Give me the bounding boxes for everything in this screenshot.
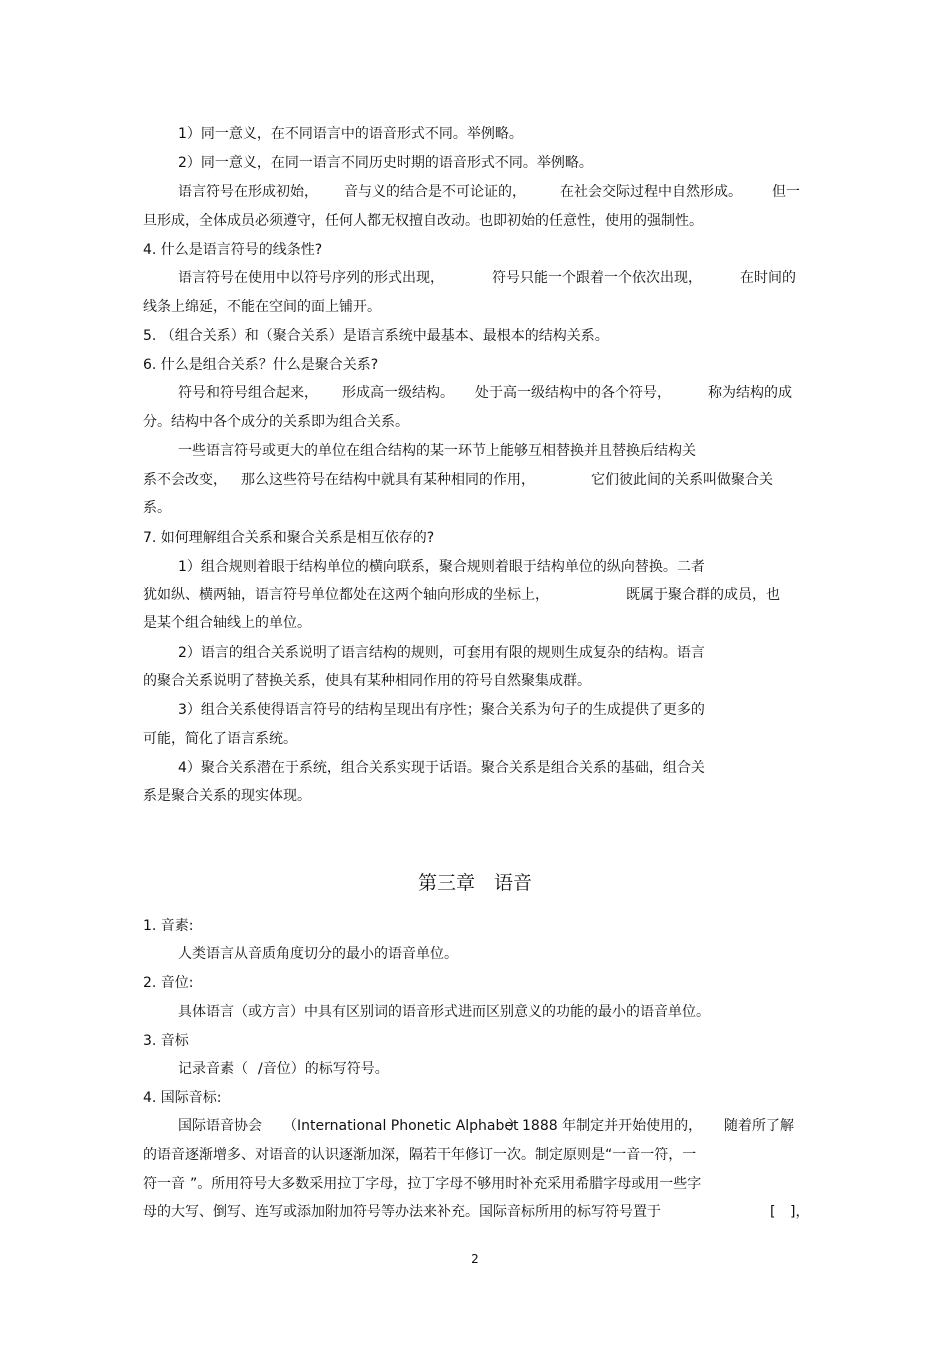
text-run: 记录音素（	[178, 1061, 248, 1077]
text-line	[0, 497, 950, 519]
text-run: 7. 如何理解组合关系和聚合关系是相互依存的?	[143, 530, 435, 546]
text-line	[0, 152, 950, 174]
text-line	[0, 670, 950, 692]
text-line	[0, 411, 950, 433]
text-run: 3）组合关系使得语言符号的结构呈现出有序性；聚合关系为句子的生成提供了更多的	[178, 702, 705, 718]
text-run: 线条上绵延，不能在空间的面上铺开。	[143, 299, 381, 315]
text-run: 犹如纵、横两轴，语言符号单位都处在这两个轴向形成的坐标上，	[143, 587, 549, 603]
text-line	[0, 325, 950, 347]
text-run: 系不会改变，	[143, 472, 227, 488]
text-line	[0, 915, 950, 937]
text-run: 母的大写、倒写、连写或添加附加符号等办法来补充。国际音标所用的标写符号置于	[143, 1204, 661, 1220]
text-run: 国际语音协会	[178, 1118, 262, 1134]
text-run: ）1888 年制定并开始使用的，	[508, 1118, 703, 1134]
text-run: 随着所了解	[724, 1118, 794, 1134]
text-run: 符号和符号组合起来，	[178, 385, 318, 401]
text-run: 在社会交际过程中自然形成。	[560, 184, 742, 200]
text-run: 既属于聚合群的成员，也	[626, 587, 780, 603]
text-line	[0, 943, 950, 965]
text-line	[0, 1030, 950, 1052]
text-run: 系是聚合关系的现实体现。	[143, 788, 311, 804]
text-run: 是某个组合轴线上的单位。	[143, 615, 311, 631]
text-run: 一些语言符号或更大的单位在组合结构的某一环节上能够互相替换并且替换后结构关	[178, 443, 696, 459]
text-line	[0, 267, 950, 289]
text-line	[0, 296, 950, 318]
text-run: ”。所用符号大多数采用拉丁字母，拉丁字母不够用时补充采用希腊字母或用一些字	[190, 1176, 702, 1192]
text-line	[0, 612, 950, 634]
text-run: /音位）的标写符号。	[258, 1061, 389, 1077]
text-line	[0, 181, 950, 203]
text-line	[0, 1001, 950, 1023]
text-run: 2. 音位:	[143, 975, 194, 991]
text-line	[0, 757, 950, 779]
text-run: 4. 什么是语言符号的线条性?	[143, 242, 323, 258]
text-run: 6. 什么是组合关系？什么是聚合关系?	[143, 357, 379, 373]
text-line	[0, 728, 950, 750]
text-run: 系。	[143, 500, 171, 516]
text-line	[0, 440, 950, 462]
text-run: 具体语言（或方言）中具有区别词的语音形式进而区别意义的功能的最小的语音单位。	[178, 1004, 710, 1020]
text-run: 人类语言从音质角度切分的最小的语音单位。	[178, 946, 458, 962]
text-run: 4. 国际音标:	[143, 1090, 222, 1106]
text-line	[0, 1058, 950, 1080]
text-line	[0, 556, 950, 578]
text-run: 形成高一级结构。	[342, 385, 454, 401]
text-run: 符一音	[143, 1176, 185, 1192]
text-run: 分。结构中各个成分的关系即为组合关系。	[143, 414, 409, 430]
text-line	[0, 699, 950, 721]
text-line	[0, 239, 950, 261]
text-line	[0, 210, 950, 232]
text-line	[0, 1173, 950, 1195]
text-run: 可能，简化了语言系统。	[143, 731, 297, 747]
text-run: 处于高一级结构中的各个符号，	[475, 385, 671, 401]
text-line	[0, 1201, 950, 1223]
text-line	[0, 1144, 950, 1166]
text-run: 它们彼此间的关系叫做聚合关	[591, 472, 773, 488]
text-run: 称为结构的成	[708, 385, 792, 401]
text-run: 的聚合关系说明了替换关系，使具有某种相同作用的符号自然聚集成群。	[143, 673, 591, 689]
text-line	[0, 1087, 950, 1109]
text-line	[0, 972, 950, 994]
text-line	[0, 527, 950, 549]
text-run: 的语音逐渐增多、对语音的认识逐渐加深，隔若干年修订一次。制定原则是“一音一符，一	[143, 1147, 697, 1163]
text-run: 语言符号在使用中以符号序列的形式出现，	[178, 270, 444, 286]
text-run: 语言符号在形成初始，	[178, 184, 318, 200]
text-run: 旦形成，全体成员必须遵守，任何人都无权擅自改动。也即初始的任意性，使用的强制性。	[143, 213, 703, 229]
text-line	[0, 354, 950, 376]
text-line	[0, 123, 950, 145]
text-line	[0, 642, 950, 664]
text-run: 1）同一意义，在不同语言中的语音形式不同。举例略。	[178, 126, 523, 142]
text-line	[0, 469, 950, 491]
text-run: 音与义的结合是不可论证的，	[344, 184, 526, 200]
text-run: 3. 音标	[143, 1033, 189, 1049]
chapter-title: 第三章 语音	[417, 872, 532, 894]
page-number: 2	[471, 1252, 479, 1266]
text-run: 但一	[772, 184, 800, 200]
text-run: （International Phonetic Alphabet	[283, 1118, 519, 1134]
text-line	[0, 1115, 950, 1137]
text-run: 那么这些符号在结构中就具有某种相同的作用，	[241, 472, 535, 488]
text-line	[0, 785, 950, 807]
text-run: 1. 音素:	[143, 918, 194, 934]
text-run: 1）组合规则着眼于结构单位的横向联系，聚合规则着眼于结构单位的纵向替换。二者	[178, 559, 705, 575]
text-run: 2）同一意义，在同一语言不同历史时期的语音形式不同。举例略。	[178, 155, 593, 171]
text-line	[0, 584, 950, 606]
text-run: 2）语言的组合关系说明了语言结构的规则，可套用有限的规则生成复杂的结构。语言	[178, 645, 705, 661]
text-run: 5. （组合关系）和（聚合关系）是语言系统中最基本、最根本的结构关系。	[143, 328, 609, 344]
text-run: 4）聚合关系潜在于系统，组合关系实现于话语。聚合关系是组合关系的基础，组合关	[178, 760, 705, 776]
text-run: 在时间的	[740, 270, 796, 286]
text-line	[0, 382, 950, 404]
text-run: [	[770, 1204, 776, 1220]
text-run: ]，	[790, 1204, 810, 1220]
text-run: 符号只能一个跟着一个依次出现，	[492, 270, 702, 286]
